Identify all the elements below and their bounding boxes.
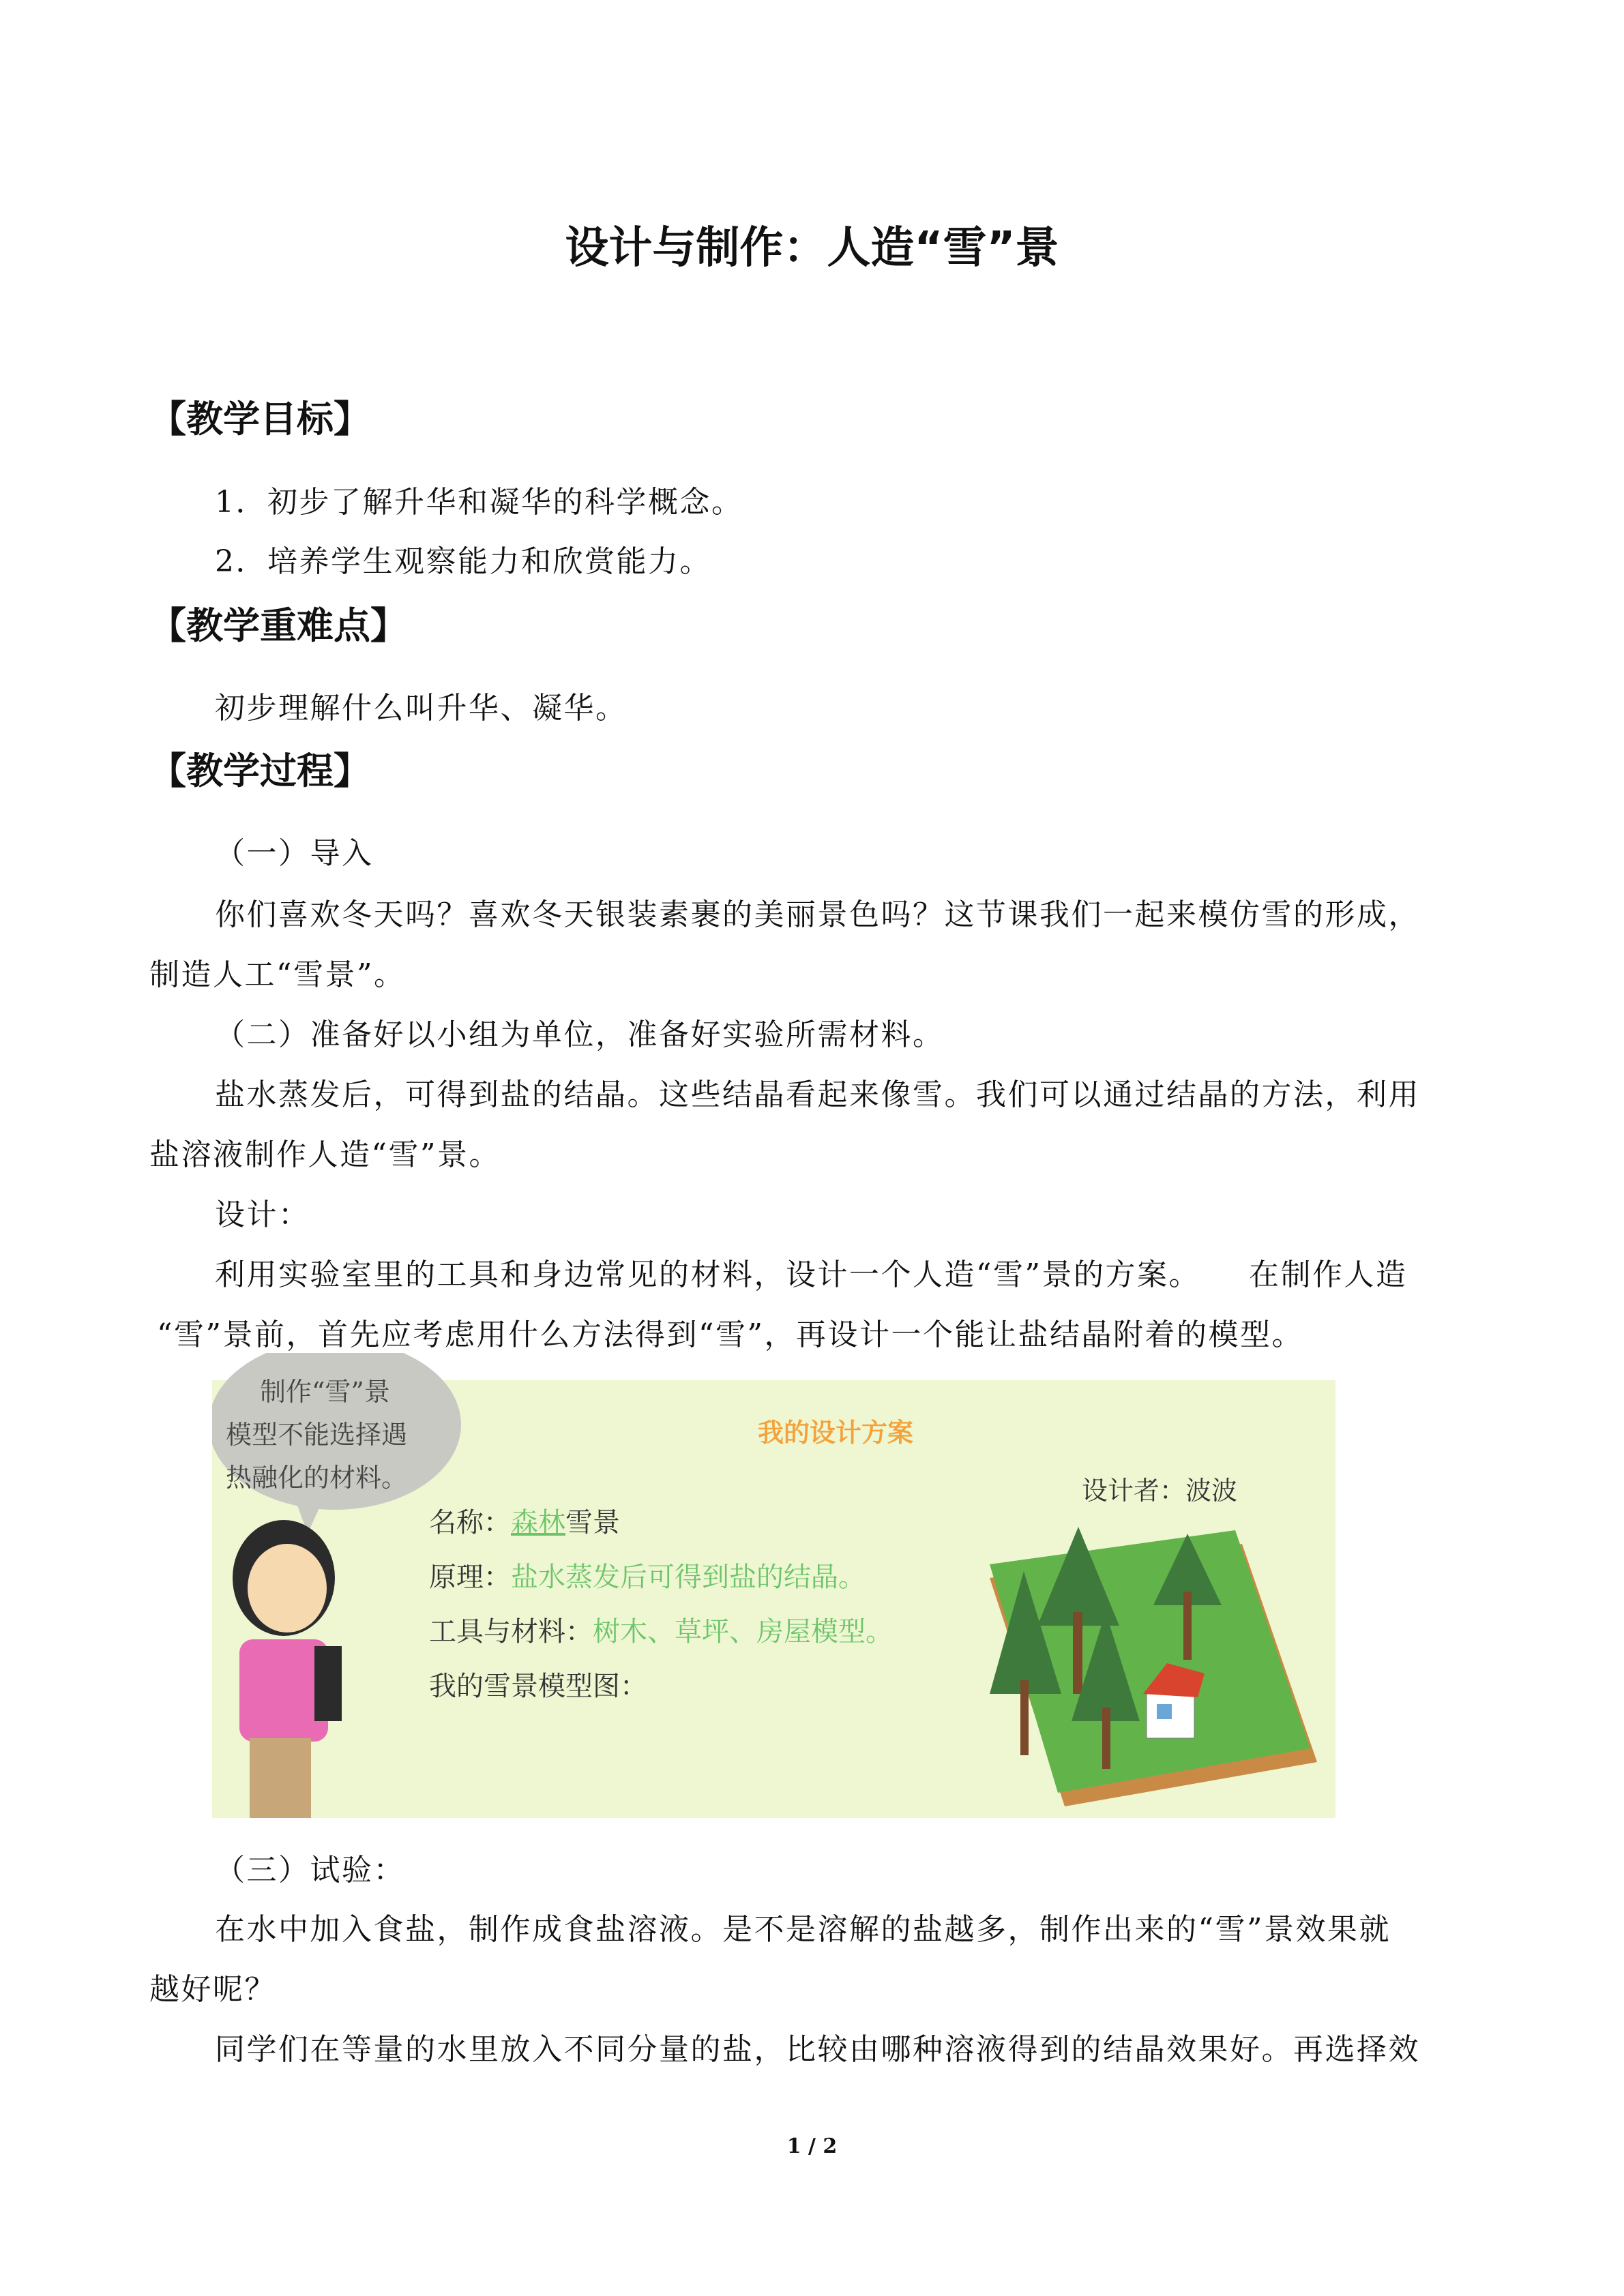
intro-label: （一）导入 (215, 836, 374, 871)
key-point-text: 初步理解什么叫升华、凝华。 (215, 691, 628, 726)
model-label: 我的雪景模型图： (429, 1671, 647, 1702)
goal-item: 2．培养学生观察能力和欣赏能力。 (215, 544, 711, 579)
paragraph-line: 制造人工“雪景”。 (149, 957, 406, 992)
designer-text: 设计者：波波 (1082, 1476, 1238, 1506)
paragraph-line: 你们喜欢冬天吗？喜欢冬天银装素裹的美丽景色吗？这节课我们一起来模仿雪的形成， (215, 897, 1420, 932)
bubble-text: 制作“雪”景 (260, 1377, 390, 1407)
goal-item: 1．初步了解升华和凝华的科学概念。 (215, 485, 743, 520)
materials-value: 树木、草坪、房屋模型。 (593, 1616, 893, 1648)
paragraph-line: 越好呢？ (149, 1972, 276, 2007)
name-label: 名称： (429, 1507, 511, 1538)
paragraph-line: 同学们在等量的水里放入不同分量的盐，比较由哪种溶液得到的结晶效果好。再选择效 (215, 2032, 1420, 2067)
paragraph-line: 在水中加入食盐，制作成食盐溶液。是不是溶解的盐越多，制作出来的“雪”景效果就 (215, 1912, 1391, 1947)
name-suffix: 雪景 (565, 1507, 620, 1538)
principle-label: 原理： (429, 1562, 511, 1593)
heading-goals: 【教学目标】 (149, 398, 370, 441)
paragraph-line: 盐溶液制作人造“雪”景。 (149, 1137, 501, 1172)
paragraph-line: “雪”景前，首先应考虑用什么方法得到“雪”，再设计一个能让盐结晶附着的模型。 (157, 1317, 1303, 1352)
materials-line (429, 1616, 893, 1648)
heading-process: 【教学过程】 (149, 749, 370, 792)
bubble-text: 热融化的材料。 (226, 1463, 408, 1493)
design-plan-illustration (212, 1353, 1335, 1818)
plan-title: 我的设计方案 (758, 1417, 914, 1448)
bubble-text: 模型不能选择遇 (226, 1420, 408, 1450)
principle-line (429, 1562, 866, 1593)
prep-label: （二）准备好以小组为单位，准备好实验所需材料。 (215, 1017, 945, 1052)
paragraph-line: 利用实验室里的工具和身边常见的材料，设计一个人造“雪”景的方案。 在制作人造 (215, 1257, 1408, 1292)
principle-value: 盐水蒸发后可得到盐的结晶。 (511, 1562, 866, 1593)
page-number: 1 / 2 (786, 2134, 838, 2158)
design-label: 设计： (215, 1197, 310, 1232)
heading-key-points: 【教学重难点】 (149, 604, 407, 647)
name-line (429, 1507, 620, 1538)
name-value: 森林 (511, 1507, 565, 1538)
materials-label: 工具与材料： (429, 1616, 593, 1648)
page-title: 设计与制作：人造“雪”景 (565, 223, 1059, 273)
paragraph-line: 盐水蒸发后，可得到盐的结晶。这些结晶看起来像雪。我们可以通过结晶的方法，利用 (215, 1077, 1420, 1112)
test-label: （三）试验： (215, 1853, 405, 1888)
